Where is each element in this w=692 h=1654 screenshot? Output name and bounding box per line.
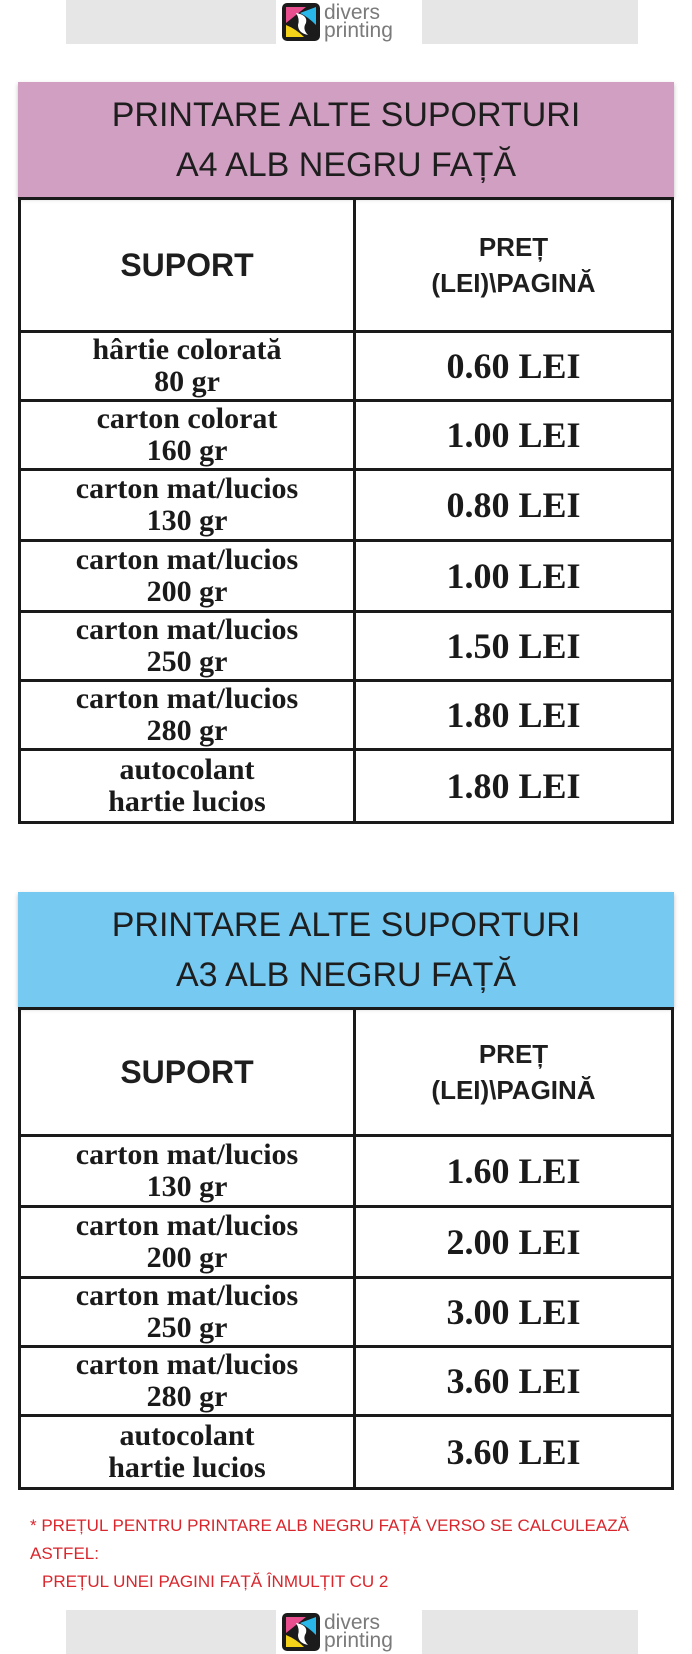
support-weight: hartie lucios [108, 1451, 266, 1484]
support-weight: 250 gr [146, 645, 228, 678]
header-support: SUPORT [21, 200, 356, 330]
support-weight: 130 gr [146, 1170, 228, 1203]
table-row [21, 682, 671, 751]
support-name: autocolant [119, 753, 255, 786]
table-row [21, 402, 671, 471]
footnote-line2: PREȚUL UNEI PAGINI FAȚĂ ÎNMULȚIT CU 2 [42, 1572, 389, 1591]
table-row [21, 471, 671, 542]
support-weight: hartie lucios [108, 785, 266, 818]
header-price: PREȚ (LEI)\PAGINĂ [431, 1039, 596, 1105]
section-banner [18, 892, 674, 1007]
support-weight: 130 gr [146, 504, 228, 537]
support-name: carton mat/lucios [75, 1279, 299, 1312]
brand-logo [276, 0, 422, 44]
table-header-row [21, 1007, 671, 1137]
support-name: hârtie colorată [92, 333, 282, 366]
price-value: 0.60 LEI [446, 346, 581, 386]
support-name: carton mat/lucios [75, 1348, 299, 1381]
support-weight: 280 gr [146, 714, 228, 747]
table-row [21, 542, 671, 613]
support-weight: 80 gr [154, 365, 220, 398]
price-value: 1.80 LEI [446, 766, 581, 806]
footnote-line1: * PREȚUL PENTRU PRINTARE ALB NEGRU FAȚĂ VERSO SE CALCULEAZĂ ASTFEL: [30, 1516, 629, 1563]
section-title-line1: PRINTARE ALTE SUPORTURI [111, 95, 581, 134]
support-name: carton colorat [96, 402, 278, 435]
table-row [21, 751, 671, 824]
support-name: carton mat/lucios [75, 682, 299, 715]
support-weight: 280 gr [146, 1380, 228, 1413]
support-weight: 200 gr [146, 1241, 228, 1274]
support-name: autocolant [119, 1419, 255, 1452]
table-row [21, 1208, 671, 1279]
support-name: carton mat/lucios [75, 613, 299, 646]
price-table [18, 197, 674, 824]
price-value: 2.00 LEI [446, 1222, 581, 1262]
price-value: 1.00 LEI [446, 556, 581, 596]
table-row [21, 333, 671, 402]
section-title-line2: A4 ALB NEGRU FAȚĂ [175, 145, 517, 184]
support-name: carton mat/lucios [75, 543, 299, 576]
pricing-footnote [30, 1512, 650, 1596]
brand-logo-icon [282, 3, 320, 41]
header-support: SUPORT [21, 1010, 356, 1134]
header-price: PREȚ (LEI)\PAGINĂ [431, 232, 596, 298]
support-weight: 200 gr [146, 575, 228, 608]
price-value: 1.60 LEI [446, 1151, 581, 1191]
table-row [21, 1417, 671, 1490]
table-row [21, 1137, 671, 1208]
brand-logo [276, 1610, 422, 1654]
brand-logo-icon [282, 1613, 320, 1651]
section-title-line1: PRINTARE ALTE SUPORTURI [111, 905, 581, 944]
support-weight: 160 gr [146, 434, 228, 467]
section-banner [18, 82, 674, 197]
bottom-logo-bar [66, 1610, 638, 1654]
price-value: 1.00 LEI [446, 415, 581, 455]
top-logo-bar [66, 0, 638, 44]
support-name: carton mat/lucios [75, 472, 299, 505]
table-row [21, 1279, 671, 1348]
price-section-a3 [18, 892, 674, 1490]
price-value: 1.80 LEI [446, 695, 581, 735]
brand-name-line1: divers [324, 1, 381, 24]
price-value: 3.60 LEI [446, 1361, 581, 1401]
table-header-row [21, 197, 671, 333]
section-title-line2: A3 ALB NEGRU FAȚĂ [175, 955, 517, 994]
table-row [21, 1348, 671, 1417]
table-row [21, 613, 671, 682]
support-weight: 250 gr [146, 1311, 228, 1344]
price-value: 0.80 LEI [446, 485, 581, 525]
brand-name-line1: divers [324, 1611, 381, 1634]
support-name: carton mat/lucios [75, 1138, 299, 1171]
support-name: carton mat/lucios [75, 1209, 299, 1242]
price-value: 1.50 LEI [446, 626, 581, 666]
price-value: 3.00 LEI [446, 1292, 581, 1332]
price-value: 3.60 LEI [446, 1432, 581, 1472]
brand-name-line2: printing [324, 19, 393, 42]
price-section-a4 [18, 82, 674, 824]
brand-name-line2: printing [324, 1629, 393, 1652]
price-table [18, 1007, 674, 1490]
